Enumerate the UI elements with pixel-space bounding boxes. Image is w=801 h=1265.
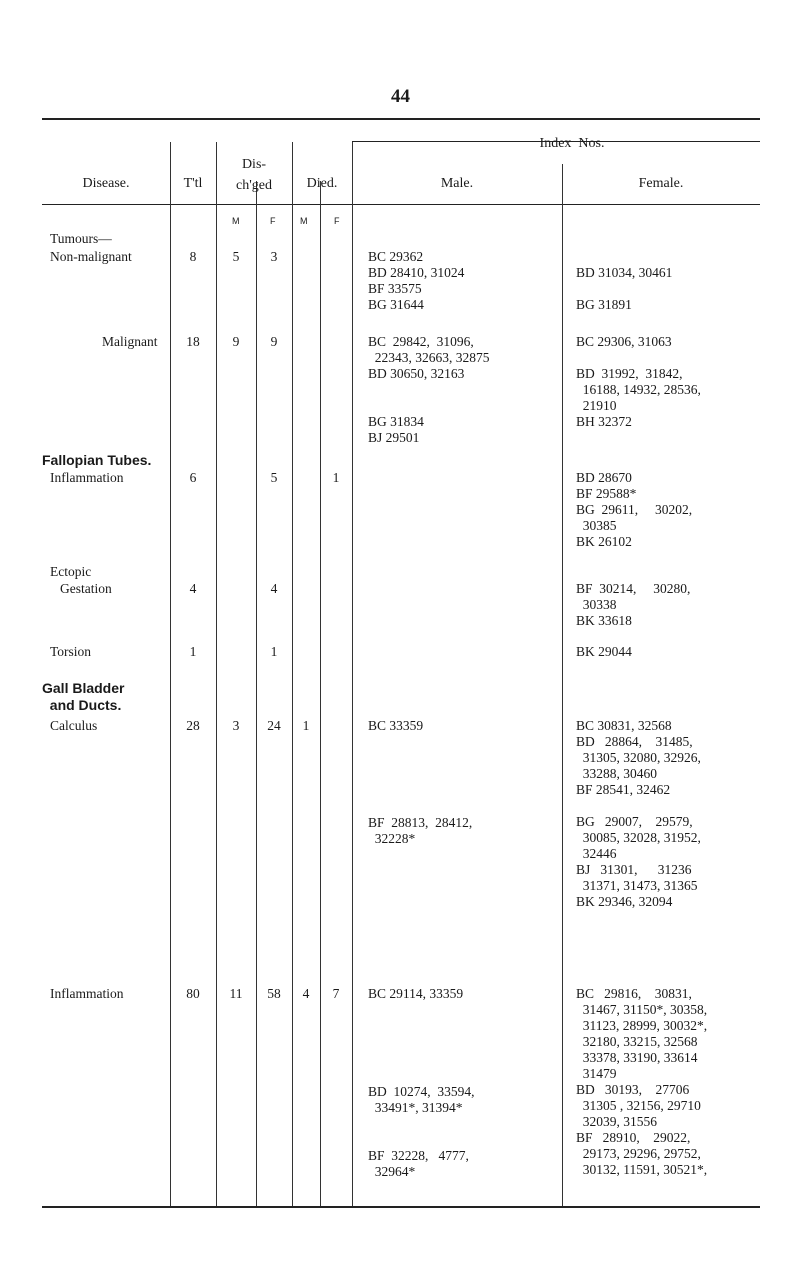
sub-header-died-f: F: [334, 216, 340, 226]
page-number: 44: [391, 86, 410, 107]
cell-dis-f: 24: [267, 718, 281, 733]
cell-died-f: 7: [332, 986, 340, 1001]
col-divider-died-mf: [320, 181, 321, 1206]
header-female: Female.: [638, 176, 684, 191]
row-label-gestation: Gestation: [60, 581, 112, 596]
cell-total: 80: [186, 986, 200, 1001]
cell-dis-m: 5: [232, 249, 240, 264]
sub-header-dis-f: F: [270, 216, 276, 226]
top-rule: [42, 118, 760, 120]
cell-female-index: BC 29816, 30831, 31467, 31150*, 30358, 31123, 28999, 30032*, 32180, 33215, 32568 33378, 33190, 33614 31479 BD 30193, 27706 31305 , 32156, 29710 32039, 31556 BF 28910, 29022, 29173, 29296, 29752, 30132, 11591, 30521*,: [576, 986, 708, 1177]
cell-female-index: BC 29306, 31063 BD 31992, 31842, 16188, 14932, 28536, 21910 BH 32372: [576, 334, 701, 429]
cell-male-index: BC 29842, 31096, 22343, 32663, 32875 BD 30650, 32163 BG 31834 BJ 29501: [368, 334, 490, 445]
cell-female-index: BC 30831, 32568 BD 28864, 31485, 31305, 32080, 32926, 33288, 30460 BF 28541, 32462 BG 29007, 29579, 30085, 32028, 31952, 32446 BJ 31301, 31236 31371, 31473, 31365 BK 29346, 32094: [576, 718, 701, 909]
row-label-torsion: Torsion: [50, 644, 92, 659]
cell-total: 28: [186, 718, 200, 733]
row-label-non-malignant: Non-malignant: [50, 249, 132, 264]
cell-male-index: BF 32228, 4777, 32964*: [368, 1148, 469, 1179]
row-label-inflammation: Inflammation: [50, 470, 124, 485]
header-total: T'tl: [183, 176, 203, 191]
cell-female-index: BK 29044: [576, 644, 632, 659]
header-bottom-rule: [42, 204, 760, 205]
cell-female-index: BD 28670 BF 29588* BG 29611, 30202, 30385 BK 26102: [576, 470, 693, 549]
row-label-ectopic: Ectopic: [50, 564, 92, 579]
section-fallopian-tubes: Fallopian Tubes.: [42, 452, 152, 468]
cell-male-index: BC 33359: [368, 718, 424, 733]
cell-female-index: BD 31034, 30461 BG 31891: [576, 265, 673, 312]
col-divider-disease: [170, 142, 171, 1206]
cell-dis-f: 58: [267, 986, 281, 1001]
cell-dis-m: 9: [232, 334, 240, 349]
header-male: Male.: [440, 176, 474, 191]
sub-header-dis-m: M: [232, 216, 240, 226]
cell-dis-f: 9: [270, 334, 278, 349]
bottom-rule: [42, 1206, 760, 1208]
header-died: Died.: [306, 176, 338, 191]
cell-total: 4: [189, 581, 197, 596]
row-label-calculus: Calculus: [50, 718, 98, 733]
cell-dis-f: 4: [270, 581, 278, 596]
row-label-inflammation: Inflammation: [50, 986, 124, 1001]
sub-header-died-m: M: [300, 216, 308, 226]
col-divider-discharged: [292, 142, 293, 1206]
section-tumours: Tumours—: [50, 231, 112, 246]
cell-male-index: BC 29362 BD 28410, 31024 BF 33575 BG 31644: [368, 249, 465, 312]
cell-dis-m: 11: [229, 986, 243, 1001]
header-discharged: Dis- ch'ged: [236, 157, 272, 193]
header-disease: Disease.: [82, 176, 130, 191]
cell-died-f: 1: [332, 470, 340, 485]
section-gall-bladder: Gall Bladder and Ducts.: [42, 680, 125, 713]
cell-total: 18: [186, 334, 200, 349]
cell-dis-f: 5: [270, 470, 278, 485]
cell-dis-f: 1: [270, 644, 278, 659]
col-divider-total: [216, 142, 217, 1206]
col-divider-male: [562, 164, 563, 1206]
header-index-nos: Index Nos.: [539, 136, 605, 151]
cell-male-index: BD 10274, 33594, 33491*, 31394*: [368, 1084, 475, 1115]
index-table: [42, 118, 760, 1208]
cell-male-index: BC 29114, 33359: [368, 986, 464, 1001]
cell-total: 8: [189, 249, 197, 264]
cell-died-m: 4: [302, 986, 310, 1001]
cell-total: 1: [189, 644, 197, 659]
cell-female-index: BF 30214, 30280, 30338 BK 33618: [576, 581, 691, 628]
cell-dis-m: 3: [232, 718, 240, 733]
col-divider-died: [352, 142, 353, 1206]
cell-male-index: BF 28813, 28412, 32228*: [368, 815, 473, 846]
row-label-malignant: Malignant: [102, 334, 158, 349]
cell-died-m: 1: [302, 718, 310, 733]
cell-total: 6: [189, 470, 197, 485]
cell-dis-f: 3: [270, 249, 278, 264]
